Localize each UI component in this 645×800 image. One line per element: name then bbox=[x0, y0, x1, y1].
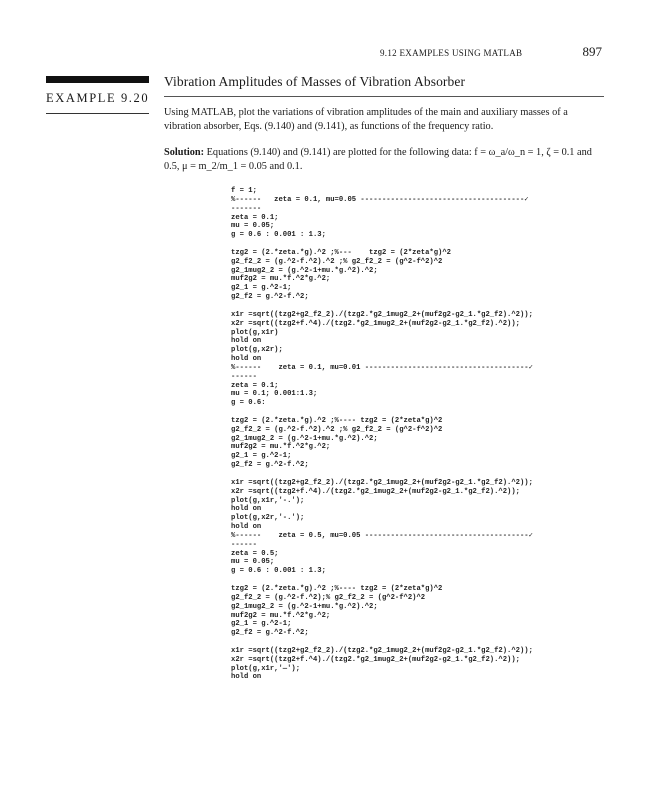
section-heading: 9.12 EXAMPLES USING MATLAB bbox=[380, 48, 523, 58]
solution-paragraph bbox=[164, 146, 604, 174]
code-line: mu = 0.05; bbox=[231, 222, 275, 231]
matlab-code-block bbox=[231, 187, 611, 682]
code-line: g2_1 = g.^2-1; bbox=[231, 452, 292, 461]
code-line: plot(g,x2r,'-.'); bbox=[231, 514, 305, 523]
code-line: ------ bbox=[231, 540, 257, 549]
code-line: x1r =sqrt((tzg2+g2_f2_2)./(tzg2.*g2_1mug2_2+(muf2g2-g2_1.*g2_f2).^2)); bbox=[231, 310, 533, 319]
code-line: g2_f2 = g.^2-f.^2; bbox=[231, 461, 309, 470]
code-line: g2_f2_2 = (g.^2-f.^2).^2 ;% g2_f2_2 = (g^2-f^2)^2 bbox=[231, 257, 443, 266]
code-line: f = 1; bbox=[231, 187, 257, 195]
code-line: g2_f2 = g.^2-f.^2; bbox=[231, 293, 309, 302]
code-line: hold on bbox=[231, 523, 262, 532]
code-line: g = 0.6 : 0.001 : 1.3; bbox=[231, 567, 326, 576]
example-title: Vibration Amplitudes of Masses of Vibration Absorber bbox=[164, 74, 466, 89]
code-line bbox=[231, 302, 611, 311]
code-line: tzg2 = (2.*zeta.*g).^2 ;%--- tzg2 = (2*zeta*g)^2 bbox=[231, 248, 451, 257]
example-label: EXAMPLE 9.20 bbox=[46, 91, 150, 105]
page-number: 897 bbox=[582, 44, 602, 59]
code-line: %------ zeta = 0.1, mu=0.05 --------------------------------------✓ bbox=[231, 195, 529, 204]
code-line: g = 0.6 : 0.001 : 1.3; bbox=[231, 231, 326, 240]
code-line: x2r =sqrt((tzg2+f.^4)./(tzg2.*g2_1mug2_2+(muf2g2-g2_1.*g2_f2).^2)); bbox=[231, 655, 520, 664]
code-line: plot(g,x1r) bbox=[231, 328, 279, 337]
code-line: %------ zeta = 0.5, mu=0.05 --------------------------------------✓ bbox=[231, 531, 533, 540]
code-line: tzg2 = (2.*zeta.*g).^2 ;%---- tzg2 = (2*zeta*g)^2 bbox=[231, 416, 443, 425]
code-line bbox=[231, 638, 611, 647]
code-line: hold on bbox=[231, 337, 262, 346]
code-line bbox=[231, 408, 611, 417]
code-line: g2_f2_2 = (g.^2-f.^2).^2 ;% g2_f2_2 = (g^2-f^2)^2 bbox=[231, 425, 443, 434]
code-line: x1r =sqrt((tzg2+g2_f2_2)./(tzg2.*g2_1mug2_2+(muf2g2-g2_1.*g2_f2).^2)); bbox=[231, 478, 533, 487]
code-line: zeta = 0.5; bbox=[231, 549, 279, 558]
problem-statement: Using MATLAB, plot the variations of vibration amplitudes of the main and auxiliary masses of a vibration absorber, Eqs. (9.140) and (9.141), as functions of the frequency ratio. bbox=[164, 107, 568, 132]
running-header bbox=[380, 44, 602, 58]
code-line: x2r =sqrt((tzg2+f.^4)./(tzg2.*g2_1mug2_2+(muf2g2-g2_1.*g2_f2).^2)); bbox=[231, 487, 520, 496]
code-line: muf2g2 = mu.*f.^2*g.^2; bbox=[231, 443, 331, 452]
code-line: muf2g2 = mu.*f.^2*g.^2; bbox=[231, 611, 331, 620]
code-line: hold on bbox=[231, 673, 262, 682]
example-divider bbox=[46, 113, 149, 114]
title-divider bbox=[164, 96, 604, 97]
code-line bbox=[231, 470, 611, 479]
code-line: zeta = 0.1; bbox=[231, 381, 279, 390]
code-line: ------ bbox=[231, 372, 257, 381]
example-bar bbox=[46, 76, 149, 83]
code-line bbox=[231, 576, 611, 585]
code-line: muf2g2 = mu.*f.^2*g.^2; bbox=[231, 275, 331, 284]
code-line: g2_1mug2_2 = (g.^2-1+mu.*g.^2).^2; bbox=[231, 266, 378, 275]
solution-label: Solution: bbox=[164, 147, 205, 158]
solution-text: Equations (9.140) and (9.141) are plotted for the following data: f = ω_a/ω_n = 1, ζ = 0.1 and 0.5, μ = m_2/m_1 = 0.05 and 0.1. bbox=[164, 147, 592, 172]
code-line: mu = 0.1; 0.001:1.3; bbox=[231, 390, 318, 399]
code-line: tzg2 = (2.*zeta.*g).^2 ;%---- tzg2 = (2*zeta*g)^2 bbox=[231, 584, 443, 593]
code-line: g2_1 = g.^2-1; bbox=[231, 620, 292, 629]
code-line: x2r =sqrt((tzg2+f.^4)./(tzg2.*g2_1mug2_2+(muf2g2-g2_1.*g2_f2).^2)); bbox=[231, 319, 520, 328]
code-line: x1r =sqrt((tzg2+g2_f2_2)./(tzg2.*g2_1mug2_2+(muf2g2-g2_1.*g2_f2).^2)); bbox=[231, 646, 533, 655]
code-line: g2_1mug2_2 = (g.^2-1+mu.*g.^2).^2; bbox=[231, 434, 378, 443]
code-line: %------ zeta = 0.1, mu=0.01 --------------------------------------✓ bbox=[231, 363, 533, 372]
code-line: g2_1mug2_2 = (g.^2-1+mu.*g.^2).^2; bbox=[231, 602, 378, 611]
code-line bbox=[231, 240, 611, 249]
code-line: ------- bbox=[231, 204, 262, 213]
code-line: g2_f2_2 = (g.^2-f.^2);% g2_f2_2 = (g^2-f^2)^2 bbox=[231, 593, 426, 602]
code-line: g2_f2 = g.^2-f.^2; bbox=[231, 629, 309, 638]
code-line: zeta = 0.1; bbox=[231, 213, 279, 222]
code-line: g2_1 = g.^2-1; bbox=[231, 284, 292, 293]
code-line: plot(g,x1r,'—'); bbox=[231, 664, 301, 673]
code-line: mu = 0.05; bbox=[231, 558, 275, 567]
code-line: hold on bbox=[231, 355, 262, 364]
code-line: plot(g,x1r,'-.'); bbox=[231, 496, 305, 505]
code-line: hold on bbox=[231, 505, 262, 514]
code-line: g = 0.6: bbox=[231, 399, 266, 408]
code-line: plot(g,x2r); bbox=[231, 346, 283, 355]
